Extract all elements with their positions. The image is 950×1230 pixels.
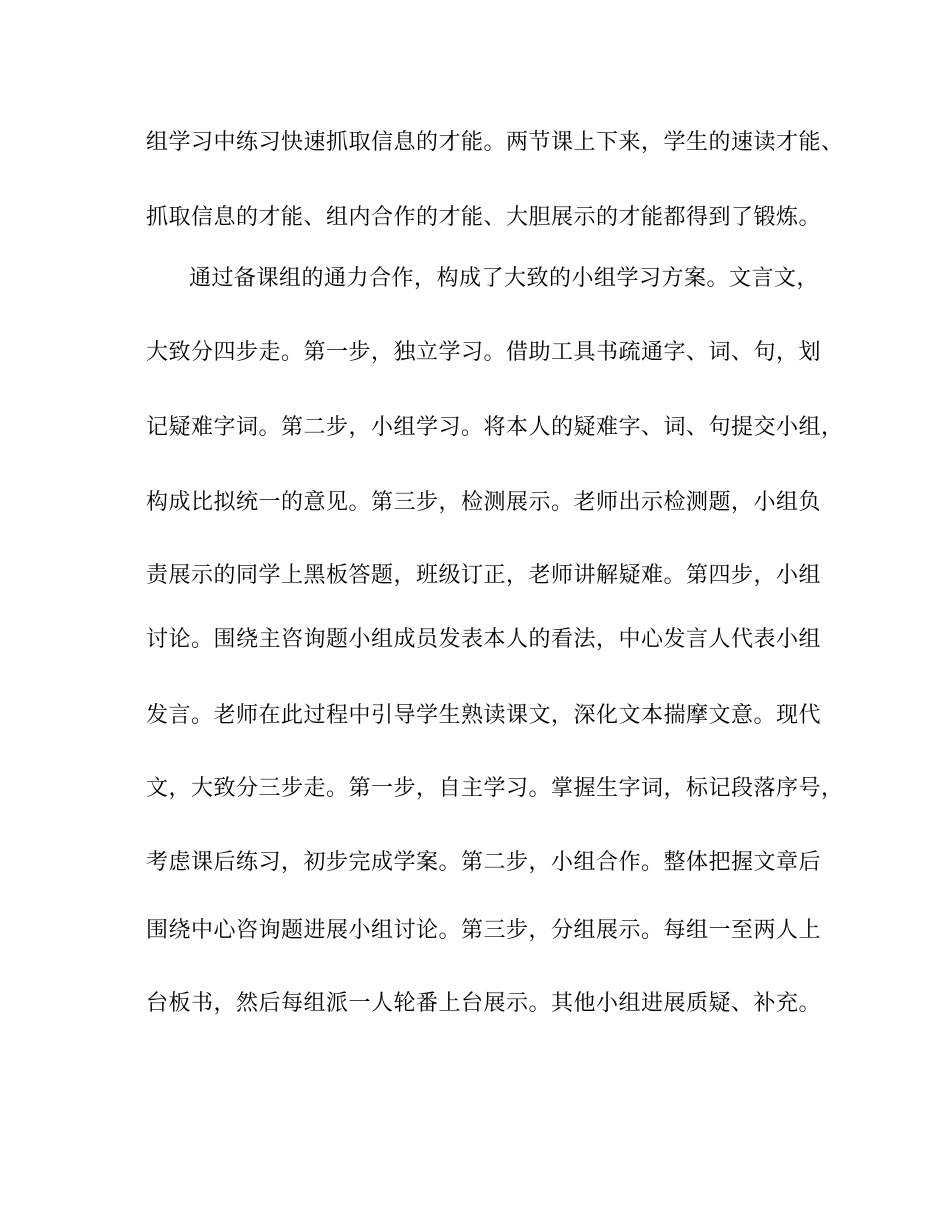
text-line: 组学习中练习快速抓取信息的才能。两节课上下来，学生的速读才能、 bbox=[146, 130, 844, 155]
text-line: 记疑难字词。第二步，小组学习。将本人的疑难字、词、句提交小组， bbox=[146, 415, 844, 440]
text-line: 考虑课后练习，初步完成学案。第二步，小组合作。整体把握文章后 bbox=[146, 850, 822, 875]
text-line: 文，大致分三步走。第一步，自主学习。掌握生字词，标记段落序号， bbox=[146, 776, 844, 801]
text-line: 发言。老师在此过程中引导学生熟读课文，深化文本揣摩文意。现代 bbox=[146, 703, 822, 728]
text-line: 台板书，然后每组派一人轮番上台展示。其他小组进展质疑、补充。 bbox=[146, 991, 822, 1016]
text-line: 构成比拟统一的意见。第三步，检测展示。老师出示检测题，小组负 bbox=[146, 490, 822, 515]
text-line: 围绕中心咨询题进展小组讨论。第三步，分组展示。每组一至两人上 bbox=[146, 918, 822, 943]
text-line: 大致分四步走。第一步，独立学习。借助工具书疏通字、词、句，划 bbox=[146, 340, 822, 365]
text-line: 抓取信息的才能、组内合作的才能、大胆展示的才能都得到了锻炼。 bbox=[146, 205, 822, 230]
text-line: 责展示的同学上黑板答题，班级订正，老师讲解疑难。第四步，小组 bbox=[146, 563, 822, 588]
paragraph-start-line: 通过备课组的通力合作，构成了大致的小组学习方案。文言文， bbox=[189, 266, 820, 291]
text-line: 讨论。围绕主咨询题小组成员发表本人的看法，中心发言人代表小组 bbox=[146, 627, 822, 652]
